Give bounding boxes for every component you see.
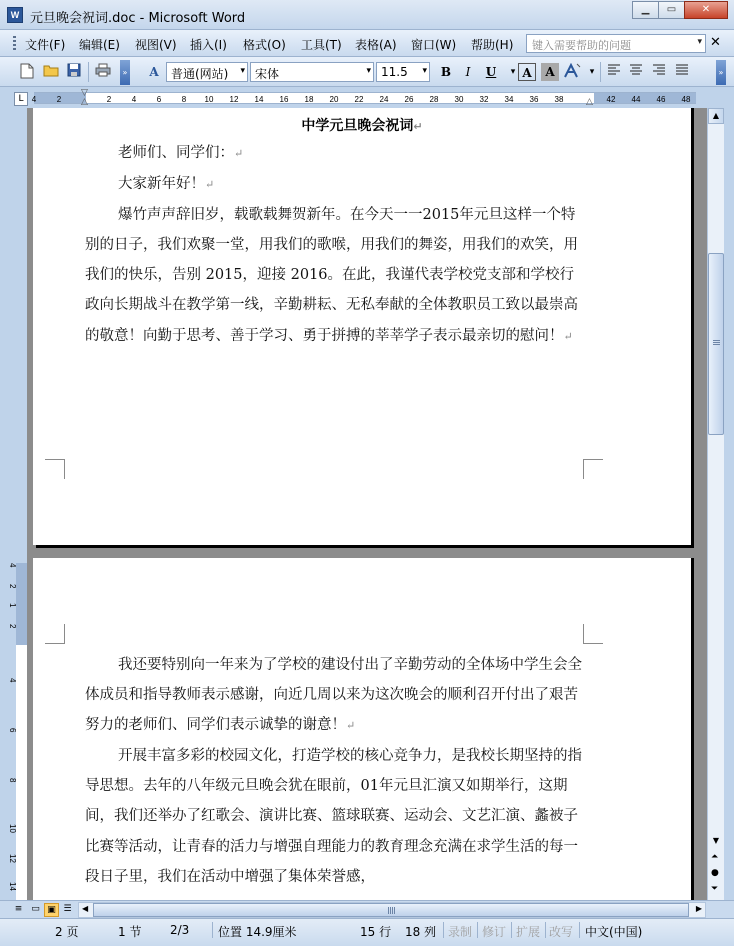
paragraph[interactable] xyxy=(85,169,585,200)
ruler-number: 16 xyxy=(279,95,289,104)
text-effects-icon[interactable] xyxy=(563,63,581,81)
print-icon[interactable] xyxy=(94,63,112,81)
menu-file[interactable]: 文件(F) xyxy=(25,38,66,52)
normal-view-icon[interactable]: ≡ xyxy=(14,904,23,914)
menu-insert[interactable]: 插入(I) xyxy=(190,38,227,52)
status-language: 中文(中国) xyxy=(585,925,643,939)
font-size-value: 11.5 xyxy=(381,65,408,79)
ruler-number: 2 xyxy=(56,95,62,104)
paragraph[interactable] xyxy=(85,650,585,741)
align-left-icon[interactable] xyxy=(605,63,623,81)
ruler-number: 18 xyxy=(304,95,314,104)
document-area[interactable] xyxy=(27,108,707,900)
ruler-number: 32 xyxy=(479,95,489,104)
toolbar-options-icon[interactable]: » xyxy=(120,60,130,85)
font-size-select[interactable] xyxy=(376,62,430,82)
ruler-number: 34 xyxy=(504,95,514,104)
status-overtype[interactable]: 改写 xyxy=(549,925,574,939)
paragraph-mark: ↵ xyxy=(413,120,423,133)
ruler-number: 38 xyxy=(554,95,564,104)
ruler-number: 10 xyxy=(204,95,214,104)
outline-view-icon[interactable]: ☰ xyxy=(63,904,72,914)
page-1[interactable] xyxy=(33,108,691,545)
vruler-number: 12 xyxy=(8,854,17,863)
paragraph[interactable] xyxy=(85,200,585,351)
ruler-number: 20 xyxy=(329,95,339,104)
toolbar-overflow-icon[interactable]: » xyxy=(716,60,726,85)
page-2[interactable] xyxy=(33,558,691,900)
menu-view[interactable]: 视图(V) xyxy=(135,38,177,52)
font-value: 宋体 xyxy=(255,67,280,81)
web-layout-view-icon[interactable]: ▭ xyxy=(31,904,40,914)
menu-format[interactable]: 格式(O) xyxy=(243,38,286,52)
paragraph-mark: ↵ xyxy=(234,147,244,160)
ruler-number: 42 xyxy=(606,95,616,104)
page-1-body[interactable] xyxy=(85,138,585,352)
effects-dropdown-icon[interactable]: ▾ xyxy=(589,67,595,77)
align-right-icon[interactable] xyxy=(650,63,668,81)
next-page-icon[interactable]: ⏷ xyxy=(711,884,719,894)
underline-dropdown-icon[interactable]: ▾ xyxy=(510,67,516,77)
menu-edit[interactable]: 编辑(E) xyxy=(79,38,120,52)
close-button[interactable]: ✕ xyxy=(684,1,728,19)
save-icon[interactable] xyxy=(65,63,83,81)
ruler-number: 4 xyxy=(31,95,37,104)
vruler-number: 4 xyxy=(8,678,17,683)
align-center-icon[interactable] xyxy=(627,63,645,81)
paragraph-text: 开展丰富多彩的校园文化，打造学校的核心竞争力，是我校长期坚持的指导思想。去年的八年级元旦晚会犹在眼前，01年元旦汇演又如期举行，这期间，我们还举办了红歌会、演讲比赛、篮球联赛、运动会、文艺汇演、蠡被子比赛等活动，让青春的活力与增强自理能力的教育理念充满在求学生活的每一段日子里，我们在活动中增强了集体荣誉感， xyxy=(85,748,582,885)
document-title[interactable] xyxy=(33,115,691,135)
paragraph-text: 大家新年好！ xyxy=(118,176,205,193)
horizontal-scroll-thumb[interactable] xyxy=(93,903,689,917)
character-border-button[interactable]: A xyxy=(518,63,536,81)
styles-icon[interactable]: A xyxy=(149,65,159,79)
underline-button[interactable]: U xyxy=(485,65,497,79)
margin-corner-mark xyxy=(583,624,603,644)
margin-corner-mark xyxy=(583,459,603,479)
ruler-number: 48 xyxy=(681,95,691,104)
vruler-number: 4 xyxy=(8,563,17,568)
status-bar xyxy=(0,918,734,946)
status-section: 1 节 xyxy=(118,925,142,939)
ruler-number: 44 xyxy=(631,95,641,104)
print-layout-view-icon[interactable]: ▣ xyxy=(44,903,59,917)
status-track-changes[interactable]: 修订 xyxy=(482,925,507,939)
document-title-text: 中学元旦晚会祝词 xyxy=(301,118,414,134)
paragraph-text: 爆竹声声辞旧岁，载歌载舞贺新年。在今天一一2015年元旦这样一个特别的日子，我们欢聚一堂，用我们的歌喉，用我们的舞姿，用我们的欢笑，用我们的快乐，告别 2015，迎接 2016。在此，我谨代表学校党支部和学校行政向长期战斗在教学第一线，辛勤耕耘、无私奉献的全体教职员工致以最崇高的敬意！向勤于思考、善于学习、勇于拼搏的莘莘学子表示最亲切的慰问！ xyxy=(85,207,578,344)
paragraph-mark: ↵ xyxy=(205,178,215,192)
menu-bar xyxy=(0,30,734,57)
open-folder-icon[interactable] xyxy=(42,63,60,81)
vruler-number: 10 xyxy=(8,824,17,833)
paragraph-mark: ↵ xyxy=(563,329,573,343)
chevron-down-icon[interactable]: ▾ xyxy=(240,66,245,76)
vruler-number: 2 xyxy=(8,584,17,589)
menu-window[interactable]: 窗口(W) xyxy=(411,38,457,52)
paragraph-mark: ↵ xyxy=(346,719,356,733)
paragraph-text: 我还要特别向一年来为了学校的建设付出了辛勤劳动的全体场中学生会全体成员和指导教师表示感谢，向近几周以来为这次晚会的顺利召开付出了艰苦努力的老师们、同学们表示诚挚的谢意！ xyxy=(85,657,582,734)
ruler-number: 30 xyxy=(454,95,464,104)
scroll-right-icon[interactable]: ▶ xyxy=(695,904,702,913)
hanging-indent-marker[interactable]: △ xyxy=(81,97,88,107)
chevron-down-icon[interactable]: ▾ xyxy=(366,66,371,76)
paragraph-text: 老师们、同学们： xyxy=(118,145,234,161)
font-select[interactable] xyxy=(250,62,374,82)
paragraph[interactable] xyxy=(85,138,585,169)
view-and-scroll-bar xyxy=(0,900,734,918)
close-document-button[interactable]: ✕ xyxy=(710,35,721,50)
status-line: 15 行 xyxy=(360,925,392,939)
menu-table[interactable]: 表格(A) xyxy=(355,38,397,52)
style-select[interactable] xyxy=(166,62,248,82)
page-2-body[interactable] xyxy=(85,650,585,892)
character-shading-button[interactable]: A xyxy=(541,63,559,81)
select-browse-object-icon[interactable]: ● xyxy=(711,868,719,878)
justify-icon[interactable] xyxy=(673,63,691,81)
ruler-number: 36 xyxy=(529,95,539,104)
right-indent-marker[interactable]: △ xyxy=(586,97,593,107)
tab-selector-icon[interactable]: L xyxy=(14,92,28,106)
ruler-number: 14 xyxy=(254,95,264,104)
horizontal-scrollbar[interactable] xyxy=(78,902,706,918)
ruler-number: 12 xyxy=(229,95,239,104)
vruler-number: 2 xyxy=(8,624,17,629)
ruler-number: 6 xyxy=(156,95,162,104)
scroll-up-icon[interactable]: ▲ xyxy=(708,108,724,124)
bold-button[interactable]: B xyxy=(440,65,452,79)
help-search-input[interactable] xyxy=(526,34,706,53)
help-search-placeholder: 键入需要帮助的问题 xyxy=(532,39,631,52)
vruler-number: 8 xyxy=(8,778,17,783)
margin-corner-mark xyxy=(45,459,65,479)
style-value: 普通(网站) xyxy=(171,67,229,81)
ruler-number: 24 xyxy=(379,95,389,104)
menu-grip-icon[interactable] xyxy=(13,36,16,52)
menu-tools[interactable]: 工具(T) xyxy=(301,38,342,52)
vertical-ruler[interactable] xyxy=(8,108,27,900)
chevron-down-icon[interactable]: ▾ xyxy=(697,37,702,47)
window-controls xyxy=(633,1,728,19)
maximize-button[interactable]: ▭ xyxy=(658,1,685,19)
vruler-number: 1 xyxy=(8,603,17,608)
chevron-down-icon[interactable]: ▾ xyxy=(422,66,427,76)
vertical-scroll-thumb[interactable] xyxy=(708,253,724,435)
ruler-number: 26 xyxy=(404,95,414,104)
status-column: 18 列 xyxy=(405,925,437,939)
word-app-icon[interactable]: W xyxy=(7,7,23,23)
menu-help[interactable]: 帮助(H) xyxy=(471,38,514,52)
italic-button[interactable]: I xyxy=(465,65,471,79)
paragraph[interactable] xyxy=(85,741,585,891)
status-page: 2 页 xyxy=(55,925,79,939)
first-line-indent-marker[interactable]: ▽ xyxy=(81,88,88,98)
ruler-strip[interactable] xyxy=(31,92,696,104)
vruler-number: 14 xyxy=(8,882,17,891)
status-page-of: 2/3 xyxy=(170,923,190,937)
vertical-scrollbar[interactable] xyxy=(707,108,724,900)
formatting-toolbar xyxy=(0,57,734,87)
window-title: 元旦晚会祝词.doc - Microsoft Word xyxy=(30,11,246,26)
minimize-button[interactable]: ▁ xyxy=(632,1,659,19)
status-position: 位置 14.9厘米 xyxy=(218,925,297,939)
vruler-number: 6 xyxy=(8,728,17,733)
horizontal-ruler[interactable] xyxy=(0,88,734,108)
scroll-down-icon[interactable]: ▼ xyxy=(712,836,720,845)
margin-corner-mark xyxy=(45,624,65,644)
ruler-number: 28 xyxy=(429,95,439,104)
title-bar xyxy=(0,0,734,30)
previous-page-icon[interactable]: ⏶ xyxy=(711,852,719,862)
ruler-number: 4 xyxy=(131,95,137,104)
ruler-number: 46 xyxy=(656,95,666,104)
ruler-number: 22 xyxy=(354,95,364,104)
ruler-number: 2 xyxy=(106,95,112,104)
new-document-icon[interactable] xyxy=(18,63,36,81)
scroll-left-icon[interactable]: ◀ xyxy=(82,904,89,913)
status-record[interactable]: 录制 xyxy=(448,925,473,939)
ruler-number: 8 xyxy=(181,95,187,104)
status-extend[interactable]: 扩展 xyxy=(516,925,541,939)
